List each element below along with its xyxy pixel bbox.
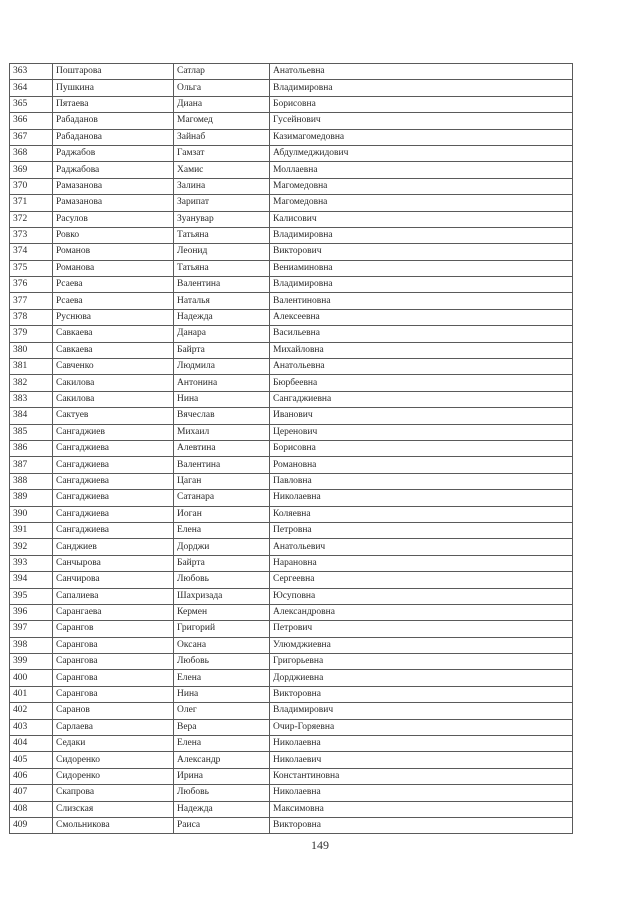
row-number-cell: 367 bbox=[10, 129, 53, 145]
last-name-cell: Сакилова bbox=[53, 391, 174, 407]
last-name-cell: Смольникова bbox=[53, 817, 174, 833]
patronymic-cell: Александровна bbox=[270, 604, 573, 620]
table-row bbox=[10, 326, 573, 342]
last-name-cell: Савкаева bbox=[53, 342, 174, 358]
row-number-cell: 393 bbox=[10, 555, 53, 571]
table-row bbox=[10, 736, 573, 752]
row-number-cell: 375 bbox=[10, 260, 53, 276]
patronymic-cell: Васильевна bbox=[270, 326, 573, 342]
last-name-cell: Сактуев bbox=[53, 408, 174, 424]
table-row bbox=[10, 64, 573, 80]
last-name-cell: Рабаданова bbox=[53, 129, 174, 145]
row-number-cell: 364 bbox=[10, 80, 53, 96]
table-row bbox=[10, 539, 573, 555]
first-name-cell: Леонид bbox=[174, 244, 270, 260]
last-name-cell: Сапалиева bbox=[53, 588, 174, 604]
last-name-cell: Рамазанова bbox=[53, 195, 174, 211]
table-row bbox=[10, 342, 573, 358]
patronymic-cell: Магомедовна bbox=[270, 195, 573, 211]
patronymic-cell: Сангаджиевна bbox=[270, 391, 573, 407]
first-name-cell: Байрта bbox=[174, 555, 270, 571]
row-number-cell: 394 bbox=[10, 572, 53, 588]
row-number-cell: 386 bbox=[10, 440, 53, 456]
table-row bbox=[10, 801, 573, 817]
row-number-cell: 403 bbox=[10, 719, 53, 735]
table-row bbox=[10, 408, 573, 424]
first-name-cell: Вячеслав bbox=[174, 408, 270, 424]
patronymic-cell: Алексеевна bbox=[270, 309, 573, 325]
table-row bbox=[10, 686, 573, 702]
last-name-cell: Сарлаева bbox=[53, 719, 174, 735]
first-name-cell: Диана bbox=[174, 96, 270, 112]
table-row bbox=[10, 588, 573, 604]
last-name-cell: Сарангова bbox=[53, 637, 174, 653]
row-number-cell: 369 bbox=[10, 162, 53, 178]
first-name-cell: Оксана bbox=[174, 637, 270, 653]
first-name-cell: Зарипат bbox=[174, 195, 270, 211]
table-row bbox=[10, 391, 573, 407]
first-name-cell: Цаган bbox=[174, 473, 270, 489]
table-row bbox=[10, 768, 573, 784]
last-name-cell: Руснюва bbox=[53, 309, 174, 325]
row-number-cell: 374 bbox=[10, 244, 53, 260]
row-number-cell: 380 bbox=[10, 342, 53, 358]
row-number-cell: 381 bbox=[10, 359, 53, 375]
patronymic-cell: Юсуповна bbox=[270, 588, 573, 604]
last-name-cell: Сарангаева bbox=[53, 604, 174, 620]
patronymic-cell: Владимировна bbox=[270, 80, 573, 96]
first-name-cell: Гамзат bbox=[174, 145, 270, 161]
first-name-cell: Елена bbox=[174, 522, 270, 538]
table-row bbox=[10, 473, 573, 489]
first-name-cell: Татьяна bbox=[174, 227, 270, 243]
row-number-cell: 399 bbox=[10, 654, 53, 670]
last-name-cell: Сидоренко bbox=[53, 752, 174, 768]
last-name-cell: Санджиев bbox=[53, 539, 174, 555]
first-name-cell: Залина bbox=[174, 178, 270, 194]
patronymic-cell: Анатольевна bbox=[270, 359, 573, 375]
patronymic-cell: Николаевич bbox=[270, 752, 573, 768]
first-name-cell: Любовь bbox=[174, 572, 270, 588]
patronymic-cell: Максимовна bbox=[270, 801, 573, 817]
patronymic-cell: Викторович bbox=[270, 244, 573, 260]
table-row bbox=[10, 555, 573, 571]
row-number-cell: 396 bbox=[10, 604, 53, 620]
patronymic-cell: Владимирович bbox=[270, 703, 573, 719]
patronymic-cell: Владимировна bbox=[270, 277, 573, 293]
row-number-cell: 398 bbox=[10, 637, 53, 653]
table-row bbox=[10, 490, 573, 506]
last-name-cell: Поштарова bbox=[53, 64, 174, 80]
row-number-cell: 372 bbox=[10, 211, 53, 227]
patronymic-cell: Церенович bbox=[270, 424, 573, 440]
patronymic-cell: Викторовна bbox=[270, 817, 573, 833]
table-row bbox=[10, 440, 573, 456]
patronymic-cell: Борисовна bbox=[270, 440, 573, 456]
patronymic-cell: Петровна bbox=[270, 522, 573, 538]
row-number-cell: 377 bbox=[10, 293, 53, 309]
name-list-body bbox=[10, 64, 573, 834]
patronymic-cell: Коляевна bbox=[270, 506, 573, 522]
table-row bbox=[10, 703, 573, 719]
row-number-cell: 371 bbox=[10, 195, 53, 211]
patronymic-cell: Магомедовна bbox=[270, 178, 573, 194]
first-name-cell: Зайнаб bbox=[174, 129, 270, 145]
table-row bbox=[10, 457, 573, 473]
table-row bbox=[10, 211, 573, 227]
table-row bbox=[10, 604, 573, 620]
table-row bbox=[10, 637, 573, 653]
row-number-cell: 385 bbox=[10, 424, 53, 440]
first-name-cell: Михаил bbox=[174, 424, 270, 440]
row-number-cell: 390 bbox=[10, 506, 53, 522]
table-row bbox=[10, 375, 573, 391]
first-name-cell: Надежда bbox=[174, 801, 270, 817]
table-row bbox=[10, 129, 573, 145]
table-row bbox=[10, 162, 573, 178]
table-row bbox=[10, 113, 573, 129]
last-name-cell: Санчырова bbox=[53, 555, 174, 571]
last-name-cell: Рсаева bbox=[53, 293, 174, 309]
patronymic-cell: Петрович bbox=[270, 621, 573, 637]
row-number-cell: 402 bbox=[10, 703, 53, 719]
table-row bbox=[10, 293, 573, 309]
patronymic-cell: Григорьевна bbox=[270, 654, 573, 670]
row-number-cell: 405 bbox=[10, 752, 53, 768]
row-number-cell: 387 bbox=[10, 457, 53, 473]
last-name-cell: Сангаджиева bbox=[53, 490, 174, 506]
last-name-cell: Слизская bbox=[53, 801, 174, 817]
first-name-cell: Надежда bbox=[174, 309, 270, 325]
first-name-cell: Вера bbox=[174, 719, 270, 735]
table-row bbox=[10, 227, 573, 243]
patronymic-cell: Сергеевна bbox=[270, 572, 573, 588]
row-number-cell: 368 bbox=[10, 145, 53, 161]
first-name-cell: Ирина bbox=[174, 768, 270, 784]
patronymic-cell: Михайловна bbox=[270, 342, 573, 358]
first-name-cell: Наталья bbox=[174, 293, 270, 309]
first-name-cell: Валентина bbox=[174, 457, 270, 473]
patronymic-cell: Павловна bbox=[270, 473, 573, 489]
patronymic-cell: Николаевна bbox=[270, 736, 573, 752]
last-name-cell: Саранов bbox=[53, 703, 174, 719]
patronymic-cell: Валентиновна bbox=[270, 293, 573, 309]
last-name-cell: Сангаджиева bbox=[53, 440, 174, 456]
table-row bbox=[10, 260, 573, 276]
first-name-cell: Елена bbox=[174, 670, 270, 686]
table-row bbox=[10, 719, 573, 735]
first-name-cell: Байрта bbox=[174, 342, 270, 358]
table-row bbox=[10, 817, 573, 833]
row-number-cell: 376 bbox=[10, 277, 53, 293]
row-number-cell: 397 bbox=[10, 621, 53, 637]
first-name-cell: Олег bbox=[174, 703, 270, 719]
first-name-cell: Татьяна bbox=[174, 260, 270, 276]
table-row bbox=[10, 621, 573, 637]
row-number-cell: 392 bbox=[10, 539, 53, 555]
patronymic-cell: Константиновна bbox=[270, 768, 573, 784]
last-name-cell: Расулов bbox=[53, 211, 174, 227]
table-row bbox=[10, 244, 573, 260]
last-name-cell: Сангаджиева bbox=[53, 457, 174, 473]
row-number-cell: 400 bbox=[10, 670, 53, 686]
table-row bbox=[10, 80, 573, 96]
last-name-cell: Раджабова bbox=[53, 162, 174, 178]
patronymic-cell: Борисовна bbox=[270, 96, 573, 112]
table-row bbox=[10, 424, 573, 440]
first-name-cell: Дорджи bbox=[174, 539, 270, 555]
row-number-cell: 408 bbox=[10, 801, 53, 817]
last-name-cell: Раджабов bbox=[53, 145, 174, 161]
first-name-cell: Ольга bbox=[174, 80, 270, 96]
patronymic-cell: Иванович bbox=[270, 408, 573, 424]
first-name-cell: Любовь bbox=[174, 785, 270, 801]
table-row bbox=[10, 506, 573, 522]
row-number-cell: 389 bbox=[10, 490, 53, 506]
first-name-cell: Людмила bbox=[174, 359, 270, 375]
row-number-cell: 384 bbox=[10, 408, 53, 424]
row-number-cell: 395 bbox=[10, 588, 53, 604]
table-row bbox=[10, 145, 573, 161]
patronymic-cell: Очир-Горяевна bbox=[270, 719, 573, 735]
table-row bbox=[10, 522, 573, 538]
table-row bbox=[10, 195, 573, 211]
row-number-cell: 406 bbox=[10, 768, 53, 784]
last-name-cell: Савкаева bbox=[53, 326, 174, 342]
row-number-cell: 378 bbox=[10, 309, 53, 325]
table-row bbox=[10, 572, 573, 588]
last-name-cell: Ровко bbox=[53, 227, 174, 243]
last-name-cell: Сидоренко bbox=[53, 768, 174, 784]
first-name-cell: Хамис bbox=[174, 162, 270, 178]
first-name-cell: Зуанувар bbox=[174, 211, 270, 227]
first-name-cell: Александр bbox=[174, 752, 270, 768]
first-name-cell: Нина bbox=[174, 391, 270, 407]
row-number-cell: 370 bbox=[10, 178, 53, 194]
first-name-cell: Раиса bbox=[174, 817, 270, 833]
last-name-cell: Пушкина bbox=[53, 80, 174, 96]
table-row bbox=[10, 96, 573, 112]
row-number-cell: 373 bbox=[10, 227, 53, 243]
patronymic-cell: Викторовна bbox=[270, 686, 573, 702]
first-name-cell: Сатанара bbox=[174, 490, 270, 506]
last-name-cell: Сарангова bbox=[53, 654, 174, 670]
first-name-cell: Кермен bbox=[174, 604, 270, 620]
patronymic-cell: Владимировна bbox=[270, 227, 573, 243]
last-name-cell: Сакилова bbox=[53, 375, 174, 391]
row-number-cell: 401 bbox=[10, 686, 53, 702]
row-number-cell: 391 bbox=[10, 522, 53, 538]
row-number-cell: 404 bbox=[10, 736, 53, 752]
first-name-cell: Валентина bbox=[174, 277, 270, 293]
last-name-cell: Сарангова bbox=[53, 686, 174, 702]
patronymic-cell: Николаевна bbox=[270, 785, 573, 801]
row-number-cell: 366 bbox=[10, 113, 53, 129]
last-name-cell: Пятаева bbox=[53, 96, 174, 112]
last-name-cell: Рамазанова bbox=[53, 178, 174, 194]
last-name-cell: Рсаева bbox=[53, 277, 174, 293]
table-row bbox=[10, 359, 573, 375]
last-name-cell: Романова bbox=[53, 260, 174, 276]
row-number-cell: 383 bbox=[10, 391, 53, 407]
patronymic-cell: Нарановна bbox=[270, 555, 573, 571]
last-name-cell: Сарангов bbox=[53, 621, 174, 637]
table-row bbox=[10, 178, 573, 194]
row-number-cell: 382 bbox=[10, 375, 53, 391]
patronymic-cell: Улюмджиевна bbox=[270, 637, 573, 653]
row-number-cell: 409 bbox=[10, 817, 53, 833]
table-row bbox=[10, 277, 573, 293]
row-number-cell: 388 bbox=[10, 473, 53, 489]
patronymic-cell: Романовна bbox=[270, 457, 573, 473]
patronymic-cell: Гусейнович bbox=[270, 113, 573, 129]
last-name-cell: Санчирова bbox=[53, 572, 174, 588]
first-name-cell: Данара bbox=[174, 326, 270, 342]
patronymic-cell: Калисович bbox=[270, 211, 573, 227]
row-number-cell: 379 bbox=[10, 326, 53, 342]
first-name-cell: Нина bbox=[174, 686, 270, 702]
first-name-cell: Сатлар bbox=[174, 64, 270, 80]
page-number: 149 bbox=[311, 838, 329, 852]
patronymic-cell: Вениаминовна bbox=[270, 260, 573, 276]
patronymic-cell: Абдулмеджидович bbox=[270, 145, 573, 161]
first-name-cell: Магомед bbox=[174, 113, 270, 129]
table-row bbox=[10, 654, 573, 670]
last-name-cell: Скапрова bbox=[53, 785, 174, 801]
last-name-cell: Савченко bbox=[53, 359, 174, 375]
patronymic-cell: Анатольевич bbox=[270, 539, 573, 555]
row-number-cell: 363 bbox=[10, 64, 53, 80]
first-name-cell: Антонина bbox=[174, 375, 270, 391]
table-row bbox=[10, 752, 573, 768]
table-row bbox=[10, 785, 573, 801]
last-name-cell: Седаки bbox=[53, 736, 174, 752]
first-name-cell: Шахризада bbox=[174, 588, 270, 604]
last-name-cell: Сангаджиева bbox=[53, 506, 174, 522]
patronymic-cell: Дорджиевна bbox=[270, 670, 573, 686]
last-name-cell: Романов bbox=[53, 244, 174, 260]
patronymic-cell: Николаевна bbox=[270, 490, 573, 506]
patronymic-cell: Казимагомедовна bbox=[270, 129, 573, 145]
first-name-cell: Иоган bbox=[174, 506, 270, 522]
first-name-cell: Елена bbox=[174, 736, 270, 752]
first-name-cell: Алевтина bbox=[174, 440, 270, 456]
last-name-cell: Рабаданов bbox=[53, 113, 174, 129]
table-row bbox=[10, 309, 573, 325]
first-name-cell: Григорий bbox=[174, 621, 270, 637]
first-name-cell: Любовь bbox=[174, 654, 270, 670]
last-name-cell: Сангаджиева bbox=[53, 473, 174, 489]
table-row bbox=[10, 670, 573, 686]
patronymic-cell: Моллаевна bbox=[270, 162, 573, 178]
name-list-table bbox=[9, 63, 573, 834]
row-number-cell: 407 bbox=[10, 785, 53, 801]
last-name-cell: Сангаджиева bbox=[53, 522, 174, 538]
last-name-cell: Сарангова bbox=[53, 670, 174, 686]
row-number-cell: 365 bbox=[10, 96, 53, 112]
patronymic-cell: Бюрбеевна bbox=[270, 375, 573, 391]
last-name-cell: Сангаджиев bbox=[53, 424, 174, 440]
patronymic-cell: Анатольевна bbox=[270, 64, 573, 80]
